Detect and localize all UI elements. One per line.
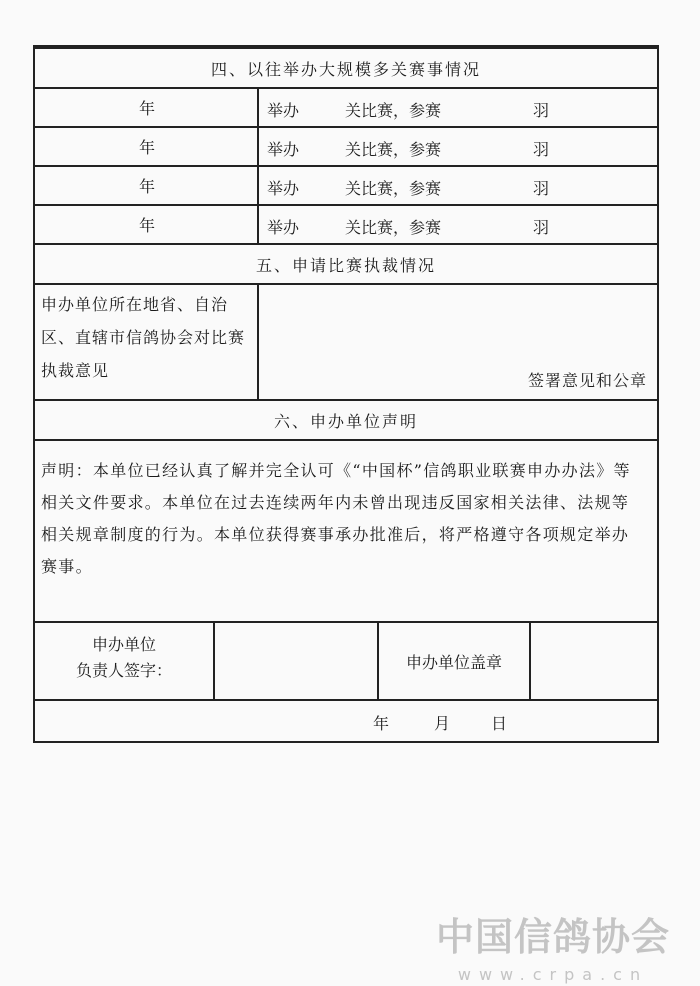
watermark	[436, 906, 670, 984]
unit-label: 羽	[533, 101, 550, 120]
section5-title: 五、申请比赛执裁情况	[35, 245, 657, 285]
year-cell: 年	[35, 128, 259, 165]
year-cell: 年	[35, 167, 259, 204]
unit-label: 羽	[533, 140, 550, 159]
declaration-text: 声明：本单位已经认真了解并完全认可《“中国杯”信鸽职业联赛申办办法》等相关文件要求。本单位在过去连续两年内未曾出现违反国家相关法律、法规等相关规章制度的行为。本单位获得赛事承办批准后，将严格遵守各项规定举办赛事。	[41, 461, 631, 576]
watermark-url: www.crpa.cn	[457, 965, 649, 984]
held-label: 举办	[267, 218, 300, 237]
date-day: 日	[491, 714, 508, 733]
section6-title: 六、申办单位声明	[35, 401, 657, 441]
event-row	[35, 206, 657, 245]
unit-label: 羽	[533, 179, 550, 198]
event-info-cell	[259, 128, 657, 165]
year-cell: 年	[35, 206, 259, 243]
signatory-label-line1: 申办单位	[91, 635, 156, 654]
unit-label: 羽	[533, 218, 550, 237]
sign-opinion-seal-label: 签署意见和公章	[527, 371, 647, 390]
event-row	[35, 167, 657, 206]
held-label: 举办	[267, 179, 300, 198]
race-label: 关比赛，参赛	[345, 101, 442, 120]
event-info-cell	[259, 167, 657, 204]
arbitration-label: 申办单位所在地省、自治区、直辖市信鸽协会对比赛执裁意见	[35, 285, 259, 399]
race-label: 关比赛，参赛	[345, 140, 442, 159]
held-label: 举办	[267, 140, 300, 159]
seal-field[interactable]	[531, 623, 657, 699]
event-row	[35, 89, 657, 128]
signatory-label-cell	[35, 623, 215, 699]
date-row	[35, 701, 657, 743]
held-label: 举办	[267, 101, 300, 120]
declaration-row	[35, 441, 657, 623]
race-label: 关比赛，参赛	[345, 218, 442, 237]
arbitration-row	[35, 285, 657, 401]
section4-title: 四、以往举办大规模多关赛事情况	[35, 49, 657, 89]
signature-field[interactable]	[215, 623, 379, 699]
signatory-label-line2: 负责人签字：	[75, 661, 172, 680]
signature-row	[35, 623, 657, 701]
date-year: 年	[373, 714, 390, 733]
application-form	[33, 45, 659, 743]
event-info-cell	[259, 206, 657, 243]
event-info-cell	[259, 89, 657, 126]
date-month: 月	[434, 714, 451, 733]
year-cell: 年	[35, 89, 259, 126]
arbitration-opinion-cell[interactable]	[259, 285, 657, 399]
event-row	[35, 128, 657, 167]
watermark-title: 中国信鸽协会	[435, 915, 670, 959]
race-label: 关比赛，参赛	[345, 179, 442, 198]
seal-label: 申办单位盖章	[379, 623, 531, 699]
